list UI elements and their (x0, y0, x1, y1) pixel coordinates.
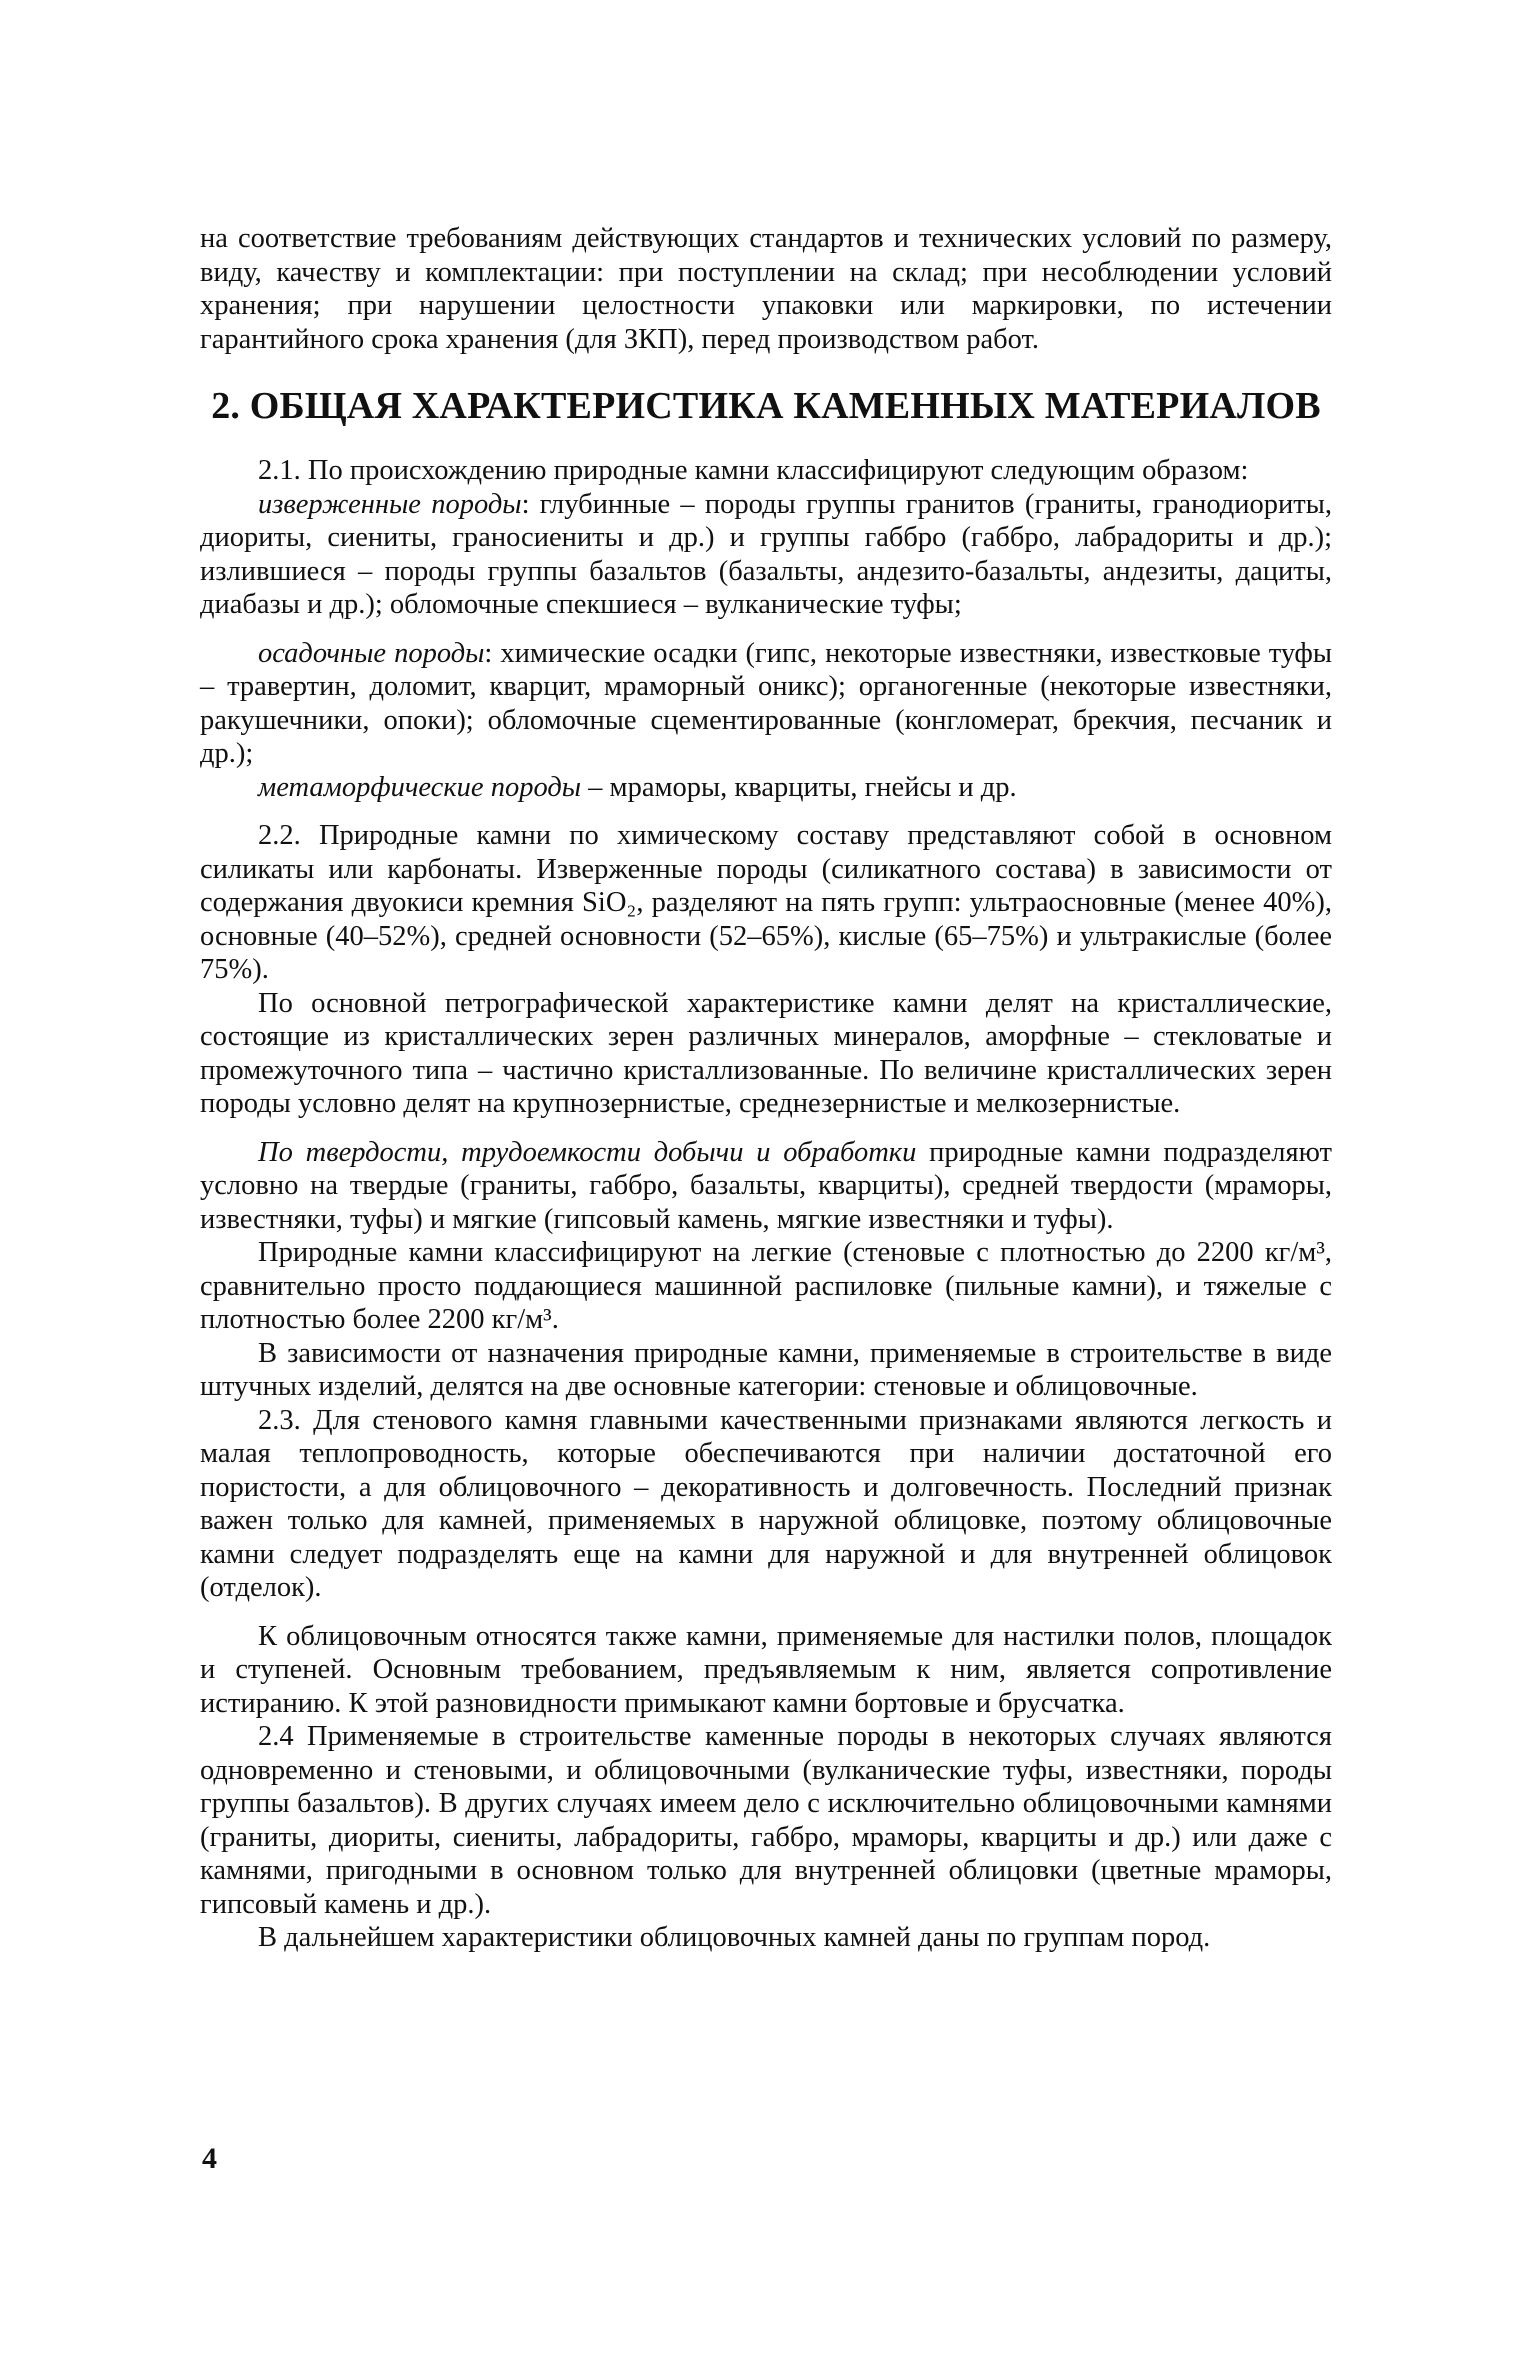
sedimentary-term: осадочные породы (258, 637, 485, 669)
page-body (200, 222, 1332, 1955)
paragraph-2-2: 2.2. Природные камни по химическому составу представляют собой в основном силикаты или карбонаты. Изверженные породы (силикатного состава) в зависимости от содержания двуокиси кремния SiO₂, разделяют на пять групп: ультраосновные (менее 40%), основные (40–52%), средней основности (52–65%), кислые (65–75%) и ультракислые (более 75%). (200, 820, 1332, 985)
paragraph-2-4: 2.4 Применяемые в строительстве каменные породы в некоторых случаях являются одновременно и стеновыми, и облицовочными (вулканические туфы, известняки, породы группы базальтов). В других случаях имеем дело с исключительно облицовочными камнями (граниты, диориты, сиениты, лабрадориты, габбро, мраморы, кварциты и др.) или даже с камнями, пригодными в основном только для внутренней облицовки (цветные мраморы, гипсовый камень и др.). (200, 1721, 1332, 1920)
paragraph-2-3: 2.3. Для стенового камня главными качественными признаками являются легкость и малая теплопроводность, которые обеспечиваются при наличии достаточной его пористости, а для облицовочного – декоративность и долговечность. Последний признак важен только для камней, применяемых в наружной облицовке, поэтому облицовочные камни следует подразделять еще на камни для наружной и для внутренней облицовок (отделок). (200, 1404, 1332, 1603)
metamorphic-term: метаморфические породы (258, 771, 582, 803)
intro-paragraph: на соответствие требованиям действующих стандартов и технических условий по размеру, виду, качеству и комплектации: при поступлении на склад; при несоблюдении условий хранения; при нарушении целостности упаковки или маркировки, по истечении гарантийного срока хранения (для ЗКП), перед производством работ. (200, 223, 1332, 355)
page-number: 4 (202, 2142, 217, 2175)
purpose-paragraph: В зависимости от назначения природные камни, применяемые в строительстве в виде штучных изделий, делятся на две основные категории: стеновые и облицовочные. (200, 1337, 1332, 1402)
sedimentary-paragraph (200, 637, 1332, 771)
flooring-paragraph: К облицовочным относятся также камни, применяемые для настилки полов, площадок и ступеней. Основным требованием, предъявляемым к ним, является сопротивление истиранию. К этой разновидности примыкают камни бортовые и брусчатка. (200, 1620, 1332, 1719)
metamorphic-text: – мраморы, кварциты, гнейсы и др. (581, 771, 1017, 803)
metamorphic-paragraph (200, 771, 1332, 805)
hardness-text: природные камни подразделяют условно на твердые (граниты, габбро, базальты, кварциты), средней твердости (мраморы, известняки, туфы) и мягкие (гипсовый камень, мягкие известняки и туфы). (200, 1136, 1332, 1235)
sedimentary-text: : химические осадки (гипс, некоторые известняки, известковые туфы – травертин, доломит, кварцит, мраморный оникс); органогенные (некоторые известняки, ракушечники, опоки); обломочные сцементированные (конгломерат, брекчия, песчаник и др.); (200, 637, 1333, 769)
hardness-term: По твердости, трудоемкости добычи и обработки (258, 1136, 917, 1168)
section-title: 2. ОБЩАЯ ХАРАКТЕРИСТИКА КАМЕННЫХ МАТЕРИАЛОВ (211, 385, 1321, 427)
density-paragraph: Природные камни классифицируют на легкие (стеновые с плотностью до 2200 кг/м³, сравнительно просто поддающиеся машинной распиловке (пильные камни), и тяжелые с плотностью более 2200 кг/м³. (200, 1237, 1332, 1335)
final-paragraph: В дальнейшем характеристики облицовочных камней даны по группам пород. (258, 1922, 1211, 1953)
petrographic-paragraph: По основной петрографической характеристике камни делят на кристаллические, состоящие из кристаллических зерен различных минералов, аморфные – стекловатые и промежуточного типа – частично кристаллизованные. По величине кристаллических зерен породы условно делят на крупнозернистые, среднезернистые и мелкозернистые. (200, 987, 1332, 1119)
paragraph-2-1: 2.1. По происхождению природные камни классифицируют следующим образом: (258, 455, 1249, 486)
igneous-paragraph (200, 488, 1332, 622)
igneous-text: : глубинные – породы группы гранитов (граниты, гранодиориты, диориты, сиениты, граносиениты и др.) и группы габбро (габбро, лабрадориты и др.); излившиеся – породы группы базальтов (базальты, андезито-базальты, андезиты, дациты, диабазы и др.); обломочные спекшиеся – вулканические туфы; (200, 488, 1332, 620)
igneous-term: изверженные породы (258, 488, 522, 520)
hardness-paragraph (200, 1136, 1332, 1237)
